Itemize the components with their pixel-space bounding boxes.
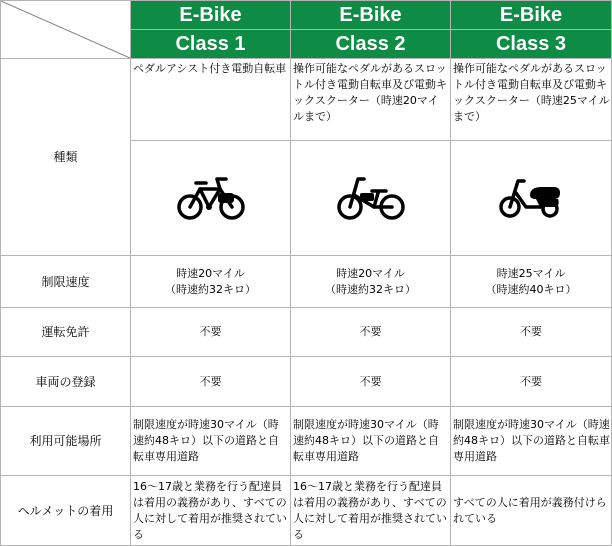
speed-limit-class1-kmh: （時速約32キロ） (165, 282, 256, 296)
pedal-assist-bike-icon (176, 173, 246, 223)
row-label-type: 種類 (1, 59, 131, 256)
class1-label: Class 1 (131, 30, 291, 59)
row-label-where-allowed: 利用可能場所 (1, 407, 131, 476)
throttle-ebike-icon (336, 173, 406, 223)
helmet-class3: すべての人に着用が義務付けられている (451, 476, 612, 546)
corner-cell (1, 1, 131, 59)
diagonal-line (1, 1, 130, 58)
helmet-class2: 16～17歳と業務を行う配達員は着用の義務があり、すべての人に対して着用が推奨されている (291, 476, 451, 546)
speed-limit-class1 (131, 256, 291, 308)
license-class2: 不要 (291, 308, 451, 357)
type-class1-image (131, 141, 291, 256)
type-class2-image (291, 141, 451, 256)
where-allowed-class3: 制限速度が時速30マイル（時速約48キロ）以下の道路と自転車専用道路 (451, 407, 612, 476)
class3-brand: E-Bike (451, 1, 612, 30)
speed-limit-class2-mph: 時速20マイル (336, 266, 405, 280)
row-label-registration: 車両の登録 (1, 357, 131, 407)
class2-brand: E-Bike (291, 1, 451, 30)
type-class1: ペダルアシスト付き電動自転車 (131, 59, 291, 141)
row-label-license: 運転免許 (1, 308, 131, 357)
speed-limit-class2 (291, 256, 451, 308)
license-class1: 不要 (131, 308, 291, 357)
registration-class1: 不要 (131, 357, 291, 407)
row-label-helmet: ヘルメットの着用 (1, 476, 131, 546)
speed-limit-class3-kmh: （時速約40キロ） (485, 282, 577, 296)
type-class2: 操作可能なペダルがあるスロットル付き電動自転車及び電動キックスクーター（時速20マイルまで） (291, 59, 451, 141)
type-class3-image (451, 141, 612, 256)
class3-label: Class 3 (451, 30, 612, 59)
row-label-speed-limit: 制限速度 (1, 256, 131, 308)
helmet-class1: 16～17歳と業務を行う配達員は着用の義務があり、すべての人に対して着用が推奨されている (131, 476, 291, 546)
license-class3: 不要 (451, 308, 612, 357)
speed-limit-class2-kmh: （時速約32キロ） (325, 282, 416, 296)
registration-class3: 不要 (451, 357, 612, 407)
class1-brand: E-Bike (131, 1, 291, 30)
class2-label: Class 2 (291, 30, 451, 59)
where-allowed-class2: 制限速度が時速30マイル（時速約48キロ）以下の道路と自転車専用道路 (291, 407, 451, 476)
type-class3: 操作可能なペダルがあるスロットル付き電動自転車及び電動キックスクーター（時速25マイルまで） (451, 59, 612, 141)
where-allowed-class1: 制限速度が時速30マイル（時速約48キロ）以下の道路と自転車専用道路 (131, 407, 291, 476)
registration-class2: 不要 (291, 357, 451, 407)
scooter-icon (496, 173, 566, 223)
speed-limit-class3-mph: 時速25マイル (496, 266, 566, 280)
speed-limit-class1-mph: 時速20マイル (176, 266, 245, 280)
speed-limit-class3 (451, 256, 612, 308)
